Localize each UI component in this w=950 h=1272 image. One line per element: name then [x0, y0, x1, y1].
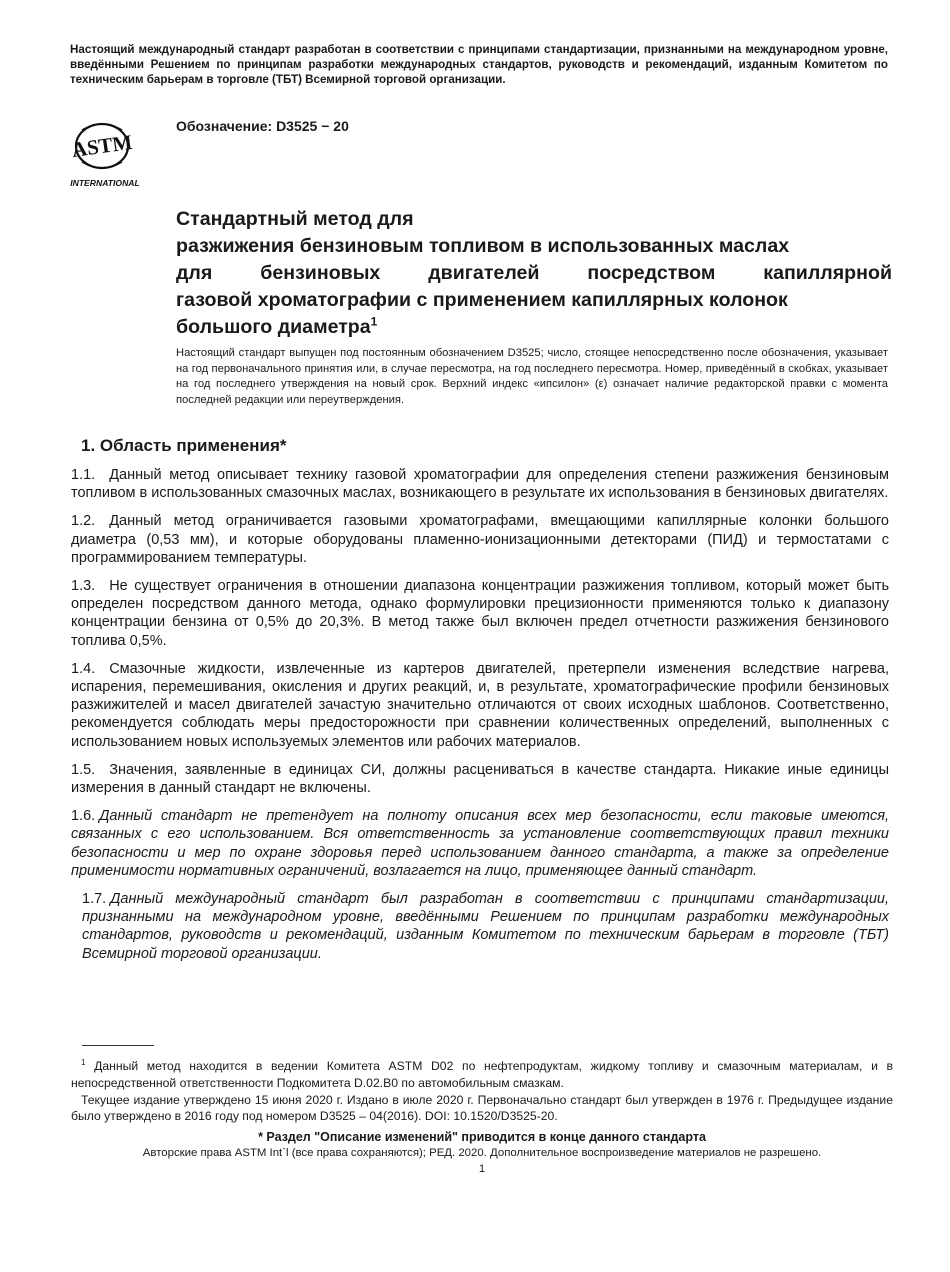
- clause-text: Смазочные жидкости, извлеченные из картеров двигателей, претерпели изменения вследствие нагрева, испарения, перемешивания, окисления и других реакций, и, в результате, хроматографические профили бензиновых разжижителей и масел двигателей зачастую значительно отличаются от своих исходных шаблонов. Соответственно, рекомендуется соблюдать меры предосторожности при сравнении количественных определений, выполненных с использованием новых используемых элементов или рабочих материалов.: [71, 660, 889, 750]
- clause-number: 1.2.: [71, 513, 96, 530]
- clause-1-6: [71, 807, 889, 880]
- clause-text: Данный метод ограничивается газовыми хроматографами, вмещающими капиллярные колонки большого диаметра (0,53 мм), и которые оборудованы пламенно-ионизационными детекторами (ПИД) и термостатами с программированием температуры.: [71, 513, 889, 566]
- scope-clauses: [71, 466, 889, 973]
- page-number: 1: [478, 1163, 486, 1175]
- clause-1-5: [71, 761, 889, 797]
- title-footnote-mark: 1: [370, 314, 378, 329]
- clause-text: Данный стандарт не претендует на полноту описания всех мер безопасности, если таковые имеются, связанных с его использованием. Вся ответственность за установление соответствующих правил техники безопасности и мер по охране здоровья перед использованием данного стандарта, а также за определение применимости нормативных ограничений, возлагается на лицо, применяющее данный стандарт.: [71, 808, 889, 879]
- clause-1-2: [71, 512, 889, 567]
- title-line-5-text: большого диаметра: [176, 316, 371, 338]
- footnote-1-text: Данный метод находится в ведении Комитета ASTM D02 по нефтепродуктам, жидкому топливу и смазочным материалам, и в непосредственной ответственности Подкомитета D.02.B0 по автомобильным смазкам.: [71, 1059, 893, 1090]
- logo-text-bottom: INTERNATIONAL: [70, 178, 140, 188]
- standard-designation-note: Настоящий стандарт выпущен под постоянным обозначением D3525; число, стоящее непосредственно после обозначения, указывает на год первоначального принятия или, в случае пересмотра, на год последнего пересмотра. Номер, приведённый в скобках, указывает на год последнего утверждения на новый срок. Верхний индекс «ипсилон» (ε) означает наличие редакторской правки с момента последней редакции или переутверждения.: [176, 347, 888, 406]
- title-line-1: Стандартный метод для: [176, 208, 414, 230]
- footnote-1: [71, 1055, 893, 1092]
- clause-number: 1.6.: [71, 808, 96, 825]
- designation: Обозначение: D3525 − 20: [176, 118, 349, 134]
- clause-1-3: [71, 577, 889, 650]
- clause-number: 1.7.: [82, 891, 107, 908]
- document-title: [176, 206, 892, 341]
- clause-text: Не существует ограничения в отношении диапазона концентрации разжижения топливом, который может быть определен посредством данного метода, однако формулировки прецизионности применяются только к диапазону концентрации бензина от 0,5% до 20,3%. В метод также был включен предел отчетности разжижения бензинового топлива 0,5%.: [71, 578, 889, 649]
- title-line-5: [176, 314, 892, 341]
- title-line-4: газовой хроматографии с применением капиллярных колонок: [176, 289, 788, 311]
- clause-text: Значения, заявленные в единицах СИ, должны расцениваться в качестве стандарта. Никакие иные единицы измерения в данный стандарт не включены.: [71, 761, 889, 797]
- footnote-divider: [82, 1045, 154, 1046]
- copyright-notice: Авторские права ASTM Int`l (все права сохраняются); РЕД. 2020. Дополнительное воспроизведение материалов не разрешено.: [142, 1147, 822, 1159]
- footnotes: [71, 1055, 893, 1125]
- footnote-2: Текущее издание утверждено 15 июня 2020 г. Издано в июле 2020 г. Первоначально стандарт был утвержден в 1976 г. Предыдущее издание было утверждено в 2016 году под номером D3525 – 04(2016). DOI: 10.1520/D3525-20.: [71, 1092, 893, 1124]
- clause-1-1: [71, 466, 889, 502]
- clause-number: 1.5.: [71, 761, 96, 778]
- clause-number: 1.4.: [71, 660, 96, 677]
- clause-number: 1.1.: [71, 467, 96, 483]
- title-line-2: разжижения бензиновым топливом в использованных маслах: [176, 235, 790, 257]
- clause-text: Данный международный стандарт был разработан в соответствии с принципами стандартизации, признанными на международном уровне, введёнными Решением по принципам разработки международных стандартов, руководств и рекомендаций, изданным Комитетом по техническим барьерам в торговле (ТБТ) Всемирной торговой организации.: [82, 891, 889, 962]
- adoption-notice: Настоящий международный стандарт разработан в соответствии с принципами стандартизации, признанными на международном уровне, введёнными Решением по принципам разработки международных стандартов, руководств и рекомендаций, изданным Комитетом по техническим барьерам в торговле (ТБТ) Всемирной торговой организации.: [70, 43, 888, 86]
- logo-text-top: ASTM: [70, 129, 134, 163]
- clause-1-4: [71, 660, 889, 751]
- clause-1-7: [82, 890, 889, 963]
- astm-logo: [62, 112, 148, 190]
- clause-number: 1.3.: [71, 578, 96, 595]
- page-footer: [71, 1129, 893, 1177]
- title-line-3: для бензиновых двигателей посредством капиллярной: [176, 262, 892, 284]
- section-heading-scope: 1. Область применения*: [81, 436, 287, 455]
- footnote-1-mark: 1: [81, 1058, 86, 1067]
- changes-note: * Раздел "Описание изменений" приводится в конце данного стандарта: [258, 1130, 706, 1144]
- clause-text: Данный метод описывает технику газовой хроматографии для определения степени разжижения бензиновым топливом в использованных смазочных маслах, возникающего в результате их использования в бензиновых двигателях.: [71, 467, 889, 502]
